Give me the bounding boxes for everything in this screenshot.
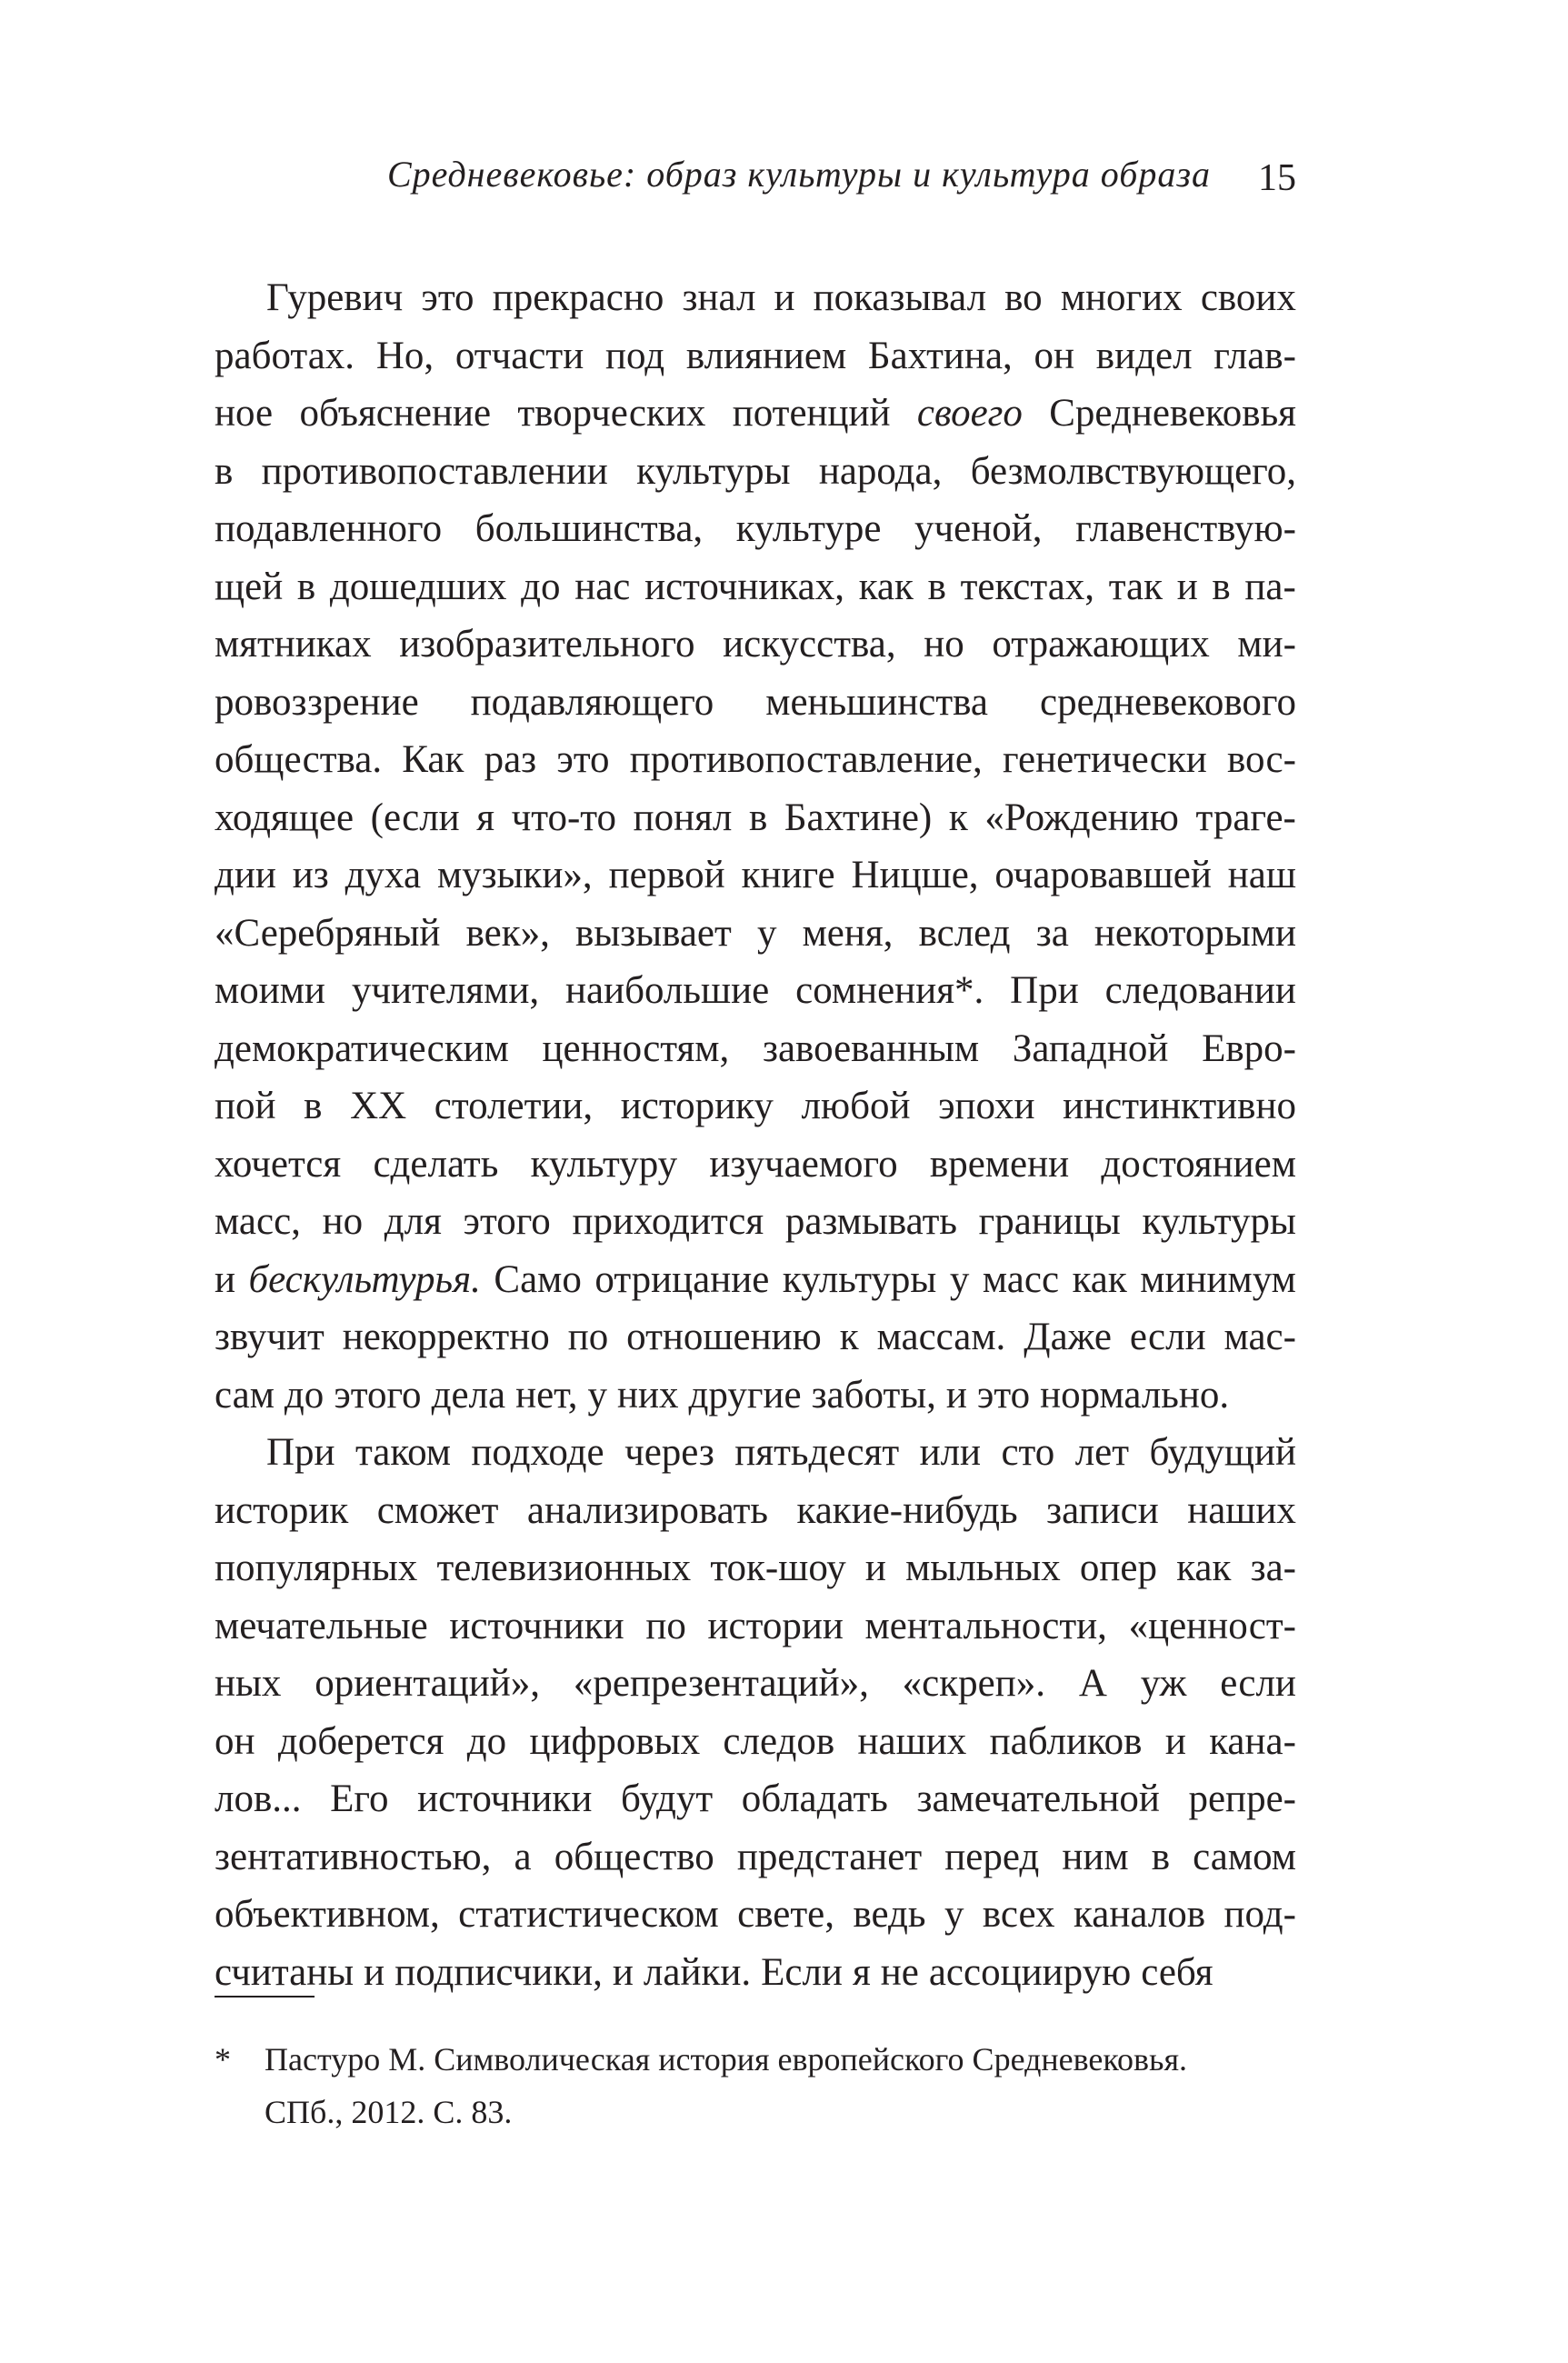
text-line: историк сможет анализировать какие-нибудь записи наших <box>215 1488 1296 1532</box>
text-line: звучит некорректно по отношению к массам. Даже если мас- <box>215 1316 1296 1358</box>
page-number: 15 <box>1258 157 1296 199</box>
text-line: дии из духа музыки», первой книге Ницше, очаровавшей наш <box>215 854 1296 896</box>
footnote-line: Пастуро М. Символическая история европейского Средневековья. <box>265 2041 1188 2078</box>
text-line: популярных телевизионных ток-шоу и мыльных опер как за- <box>215 1547 1296 1589</box>
text-line: подавленного большинства, культуре ученой, главенствую- <box>215 507 1296 550</box>
text-line: сам до этого дела нет, у них другие заботы, и это нормально. <box>215 1373 1230 1417</box>
text-line: ное объяснение творческих потенций своего Средневековья <box>215 392 1296 435</box>
text-line: общества. Как раз это противопоставление, генетически вос- <box>215 738 1296 781</box>
footnote-mark: * <box>215 2041 231 2078</box>
text-line: ровоззрение подавляющего меньшинства средневекового <box>215 680 1296 724</box>
text-line: зентативностью, а общество предстанет перед ним в самом <box>215 1835 1296 1878</box>
text-line: лов... Его источники будут обладать замечательной репре- <box>215 1777 1296 1820</box>
text-line: При таком подходе через пятьдесят или сто лет будущий <box>266 1431 1296 1474</box>
text-line: считаны и подписчики, и лайки. Если я не ассоциирую себя <box>215 1950 1213 1994</box>
body-text <box>215 269 1296 2001</box>
text-line: ных ориентаций», «репрезентаций», «скреп». А уж если <box>215 1662 1296 1705</box>
text-line: в противопоставлении культуры народа, безмолвствующего, <box>215 449 1296 493</box>
text-line: щей в дошедших до нас источниках, как в текстах, так и в па- <box>215 565 1296 608</box>
text-line: объективном, статистическом свете, ведь у всех каналов под- <box>215 1893 1296 1936</box>
text-line: демократическим ценностям, завоеванным Западной Евро- <box>215 1026 1296 1070</box>
running-title: Средневековье: образ культуры и культура образа <box>387 154 1211 195</box>
text-line: пой в XX столетии, историку любой эпохи инстинктивно <box>215 1085 1296 1127</box>
text-line: он доберется до цифровых следов наших пабликов и кана- <box>215 1719 1296 1763</box>
text-line: работах. Но, отчасти под влиянием Бахтина, он видел глав- <box>215 334 1296 377</box>
running-header <box>215 153 1296 207</box>
text-line: ходящее (если я что-то понял в Бахтине) к «Рождению траге- <box>215 796 1296 839</box>
footnote-divider <box>215 1996 315 1998</box>
text-line: моими учителями, наибольшие сомнения*. При следовании <box>215 969 1296 1012</box>
text-line: мечательные источники по истории ментальности, «ценност- <box>215 1604 1296 1647</box>
text-line: мятниках изобразительного искусства, но отражающих ми- <box>215 623 1296 666</box>
text-line: хочется сделать культуру изучаемого времени достоянием <box>215 1142 1296 1186</box>
text-line: масс, но для этого приходится размывать границы культуры <box>215 1200 1296 1243</box>
text-line: «Серебряный век», вызывает у меня, вслед за некоторыми <box>215 911 1296 955</box>
text-line: и бескультурья. Само отрицание культуры у масс как минимум <box>215 1257 1296 1301</box>
footnote <box>215 2033 1296 2138</box>
text-line: Гуревич это прекрасно знал и показывал во многих своих <box>266 276 1296 319</box>
footnote-line: СПб., 2012. С. 83. <box>265 2094 513 2130</box>
